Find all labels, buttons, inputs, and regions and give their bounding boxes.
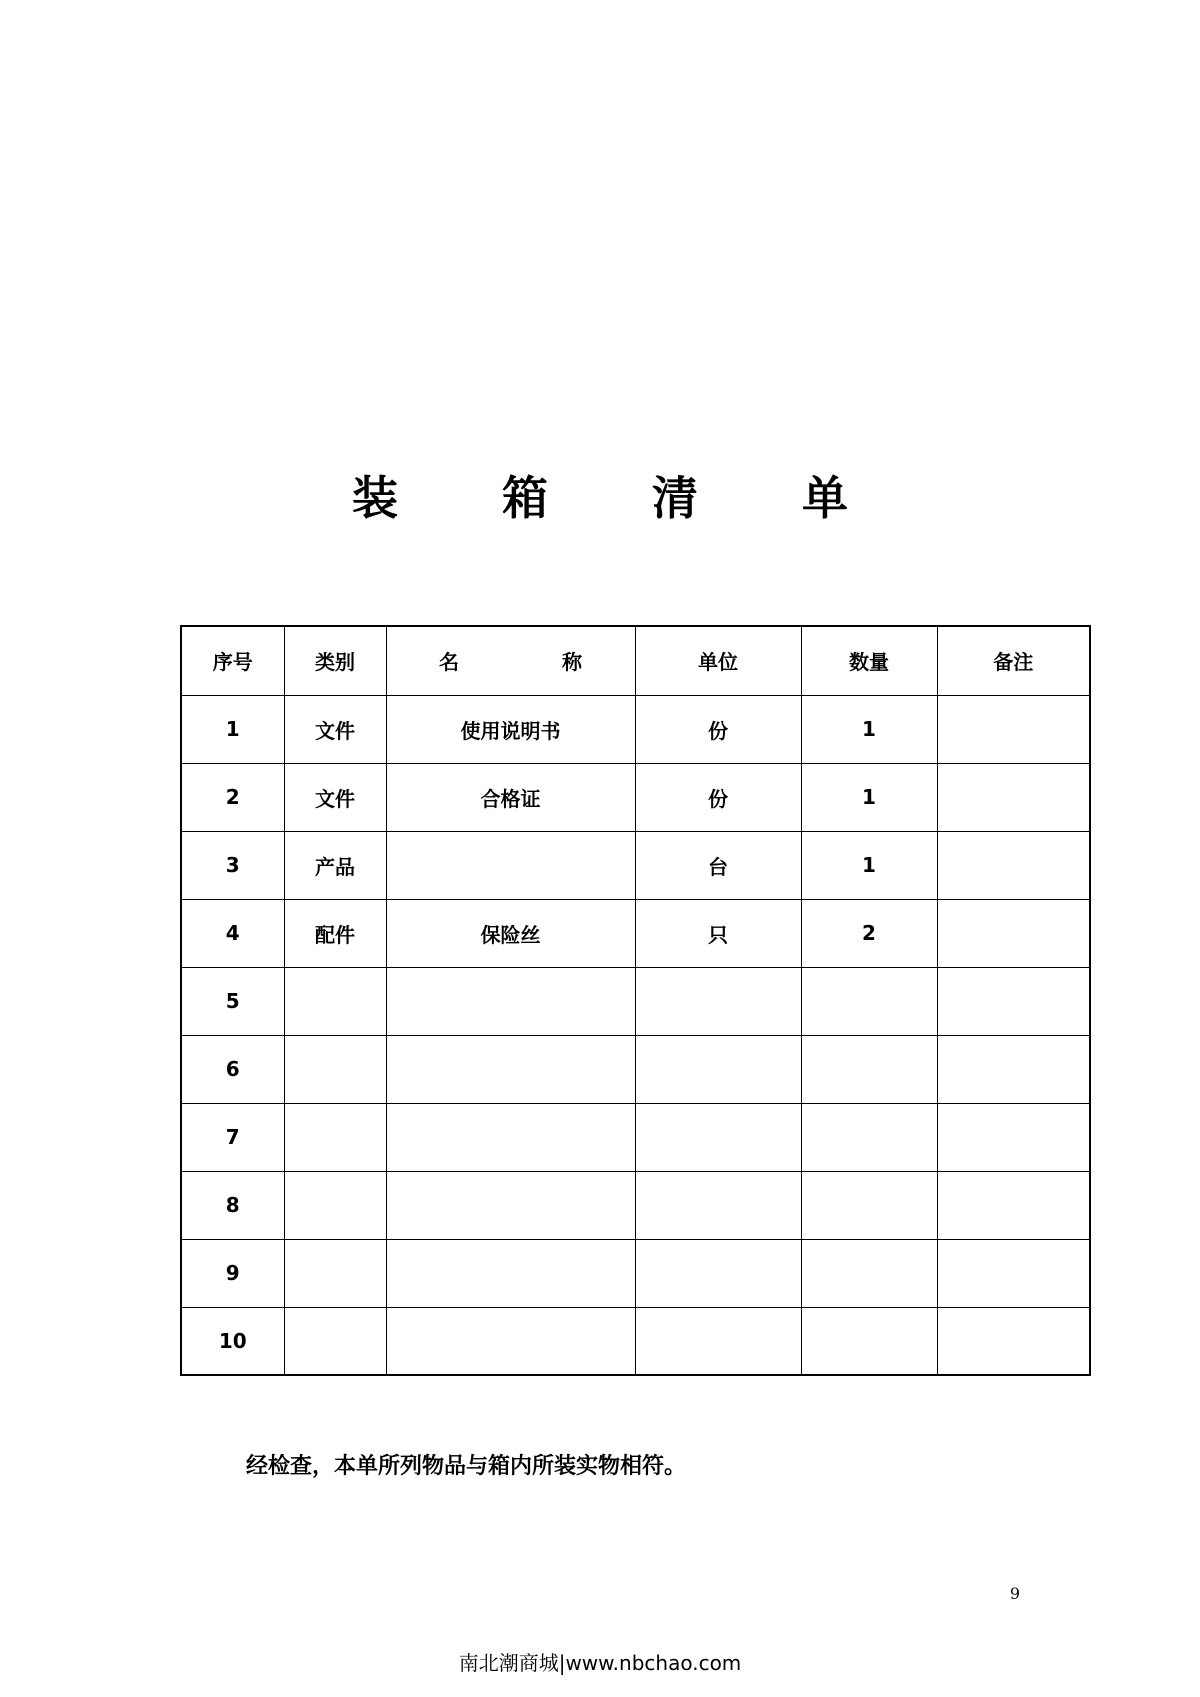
table-row <box>181 967 1090 1035</box>
cell-category: 产品 <box>284 831 386 899</box>
table-row <box>181 763 1090 831</box>
cell-name <box>386 967 635 1035</box>
cell-quantity <box>801 1171 937 1239</box>
cell-remarks <box>937 695 1090 763</box>
table-row <box>181 1035 1090 1103</box>
cell-seq: 4 <box>181 899 284 967</box>
cell-name: 使用说明书 <box>386 695 635 763</box>
cell-quantity: 1 <box>801 695 937 763</box>
page-number: 9 <box>1009 1584 1021 1603</box>
cell-remarks <box>937 1239 1090 1307</box>
table-row <box>181 1171 1090 1239</box>
cell-remarks <box>937 1103 1090 1171</box>
table-header-row <box>181 626 1090 695</box>
cell-remarks <box>937 1171 1090 1239</box>
cell-remarks <box>937 1035 1090 1103</box>
cell-seq: 8 <box>181 1171 284 1239</box>
header-unit: 单位 <box>635 626 801 695</box>
header-quantity: 数量 <box>801 626 937 695</box>
cell-unit <box>635 1035 801 1103</box>
cell-category: 配件 <box>284 899 386 967</box>
cell-quantity: 1 <box>801 763 937 831</box>
cell-unit: 份 <box>635 763 801 831</box>
cell-seq: 2 <box>181 763 284 831</box>
cell-category <box>284 1035 386 1103</box>
page-title: 装 箱 清 单 <box>351 471 893 525</box>
cell-remarks <box>937 831 1090 899</box>
cell-quantity <box>801 1103 937 1171</box>
cell-seq: 9 <box>181 1239 284 1307</box>
cell-quantity: 1 <box>801 831 937 899</box>
cell-unit <box>635 1307 801 1375</box>
table-row <box>181 1239 1090 1307</box>
cell-category <box>284 1103 386 1171</box>
cell-seq: 3 <box>181 831 284 899</box>
header-category: 类别 <box>284 626 386 695</box>
cell-remarks <box>937 763 1090 831</box>
cell-name <box>386 1307 635 1375</box>
cell-unit <box>635 1239 801 1307</box>
cell-quantity <box>801 1307 937 1375</box>
cell-category <box>284 1171 386 1239</box>
cell-category: 文件 <box>284 695 386 763</box>
cell-name <box>386 1103 635 1171</box>
cell-unit <box>635 967 801 1035</box>
header-remarks: 备注 <box>937 626 1090 695</box>
cell-quantity <box>801 1239 937 1307</box>
cell-name <box>386 1035 635 1103</box>
cell-remarks <box>937 967 1090 1035</box>
packing-list-table <box>180 625 1091 1376</box>
inspection-confirmation: 经检查，本单所列物品与箱内所装实物相符。 <box>246 1454 687 1479</box>
table-row <box>181 695 1090 763</box>
cell-unit: 只 <box>635 899 801 967</box>
cell-category: 文件 <box>284 763 386 831</box>
cell-remarks <box>937 899 1090 967</box>
cell-quantity: 2 <box>801 899 937 967</box>
header-seq: 序号 <box>181 626 284 695</box>
cell-name <box>386 831 635 899</box>
cell-category <box>284 1307 386 1375</box>
cell-name: 保险丝 <box>386 899 635 967</box>
cell-name <box>386 1171 635 1239</box>
table-row <box>181 1307 1090 1375</box>
cell-category <box>284 967 386 1035</box>
cell-unit <box>635 1103 801 1171</box>
cell-seq: 1 <box>181 695 284 763</box>
cell-quantity <box>801 967 937 1035</box>
cell-category <box>284 1239 386 1307</box>
footer-watermark: 南北潮商城|www.nbchao.com <box>458 1651 742 1675</box>
cell-unit: 份 <box>635 695 801 763</box>
cell-remarks <box>937 1307 1090 1375</box>
cell-name <box>386 1239 635 1307</box>
cell-quantity <box>801 1035 937 1103</box>
table-row <box>181 899 1090 967</box>
cell-seq: 5 <box>181 967 284 1035</box>
table-row <box>181 831 1090 899</box>
cell-seq: 10 <box>181 1307 284 1375</box>
cell-name: 合格证 <box>386 763 635 831</box>
cell-unit: 台 <box>635 831 801 899</box>
header-name: 名 称 <box>386 626 635 695</box>
cell-unit <box>635 1171 801 1239</box>
cell-seq: 6 <box>181 1035 284 1103</box>
cell-seq: 7 <box>181 1103 284 1171</box>
table-row <box>181 1103 1090 1171</box>
